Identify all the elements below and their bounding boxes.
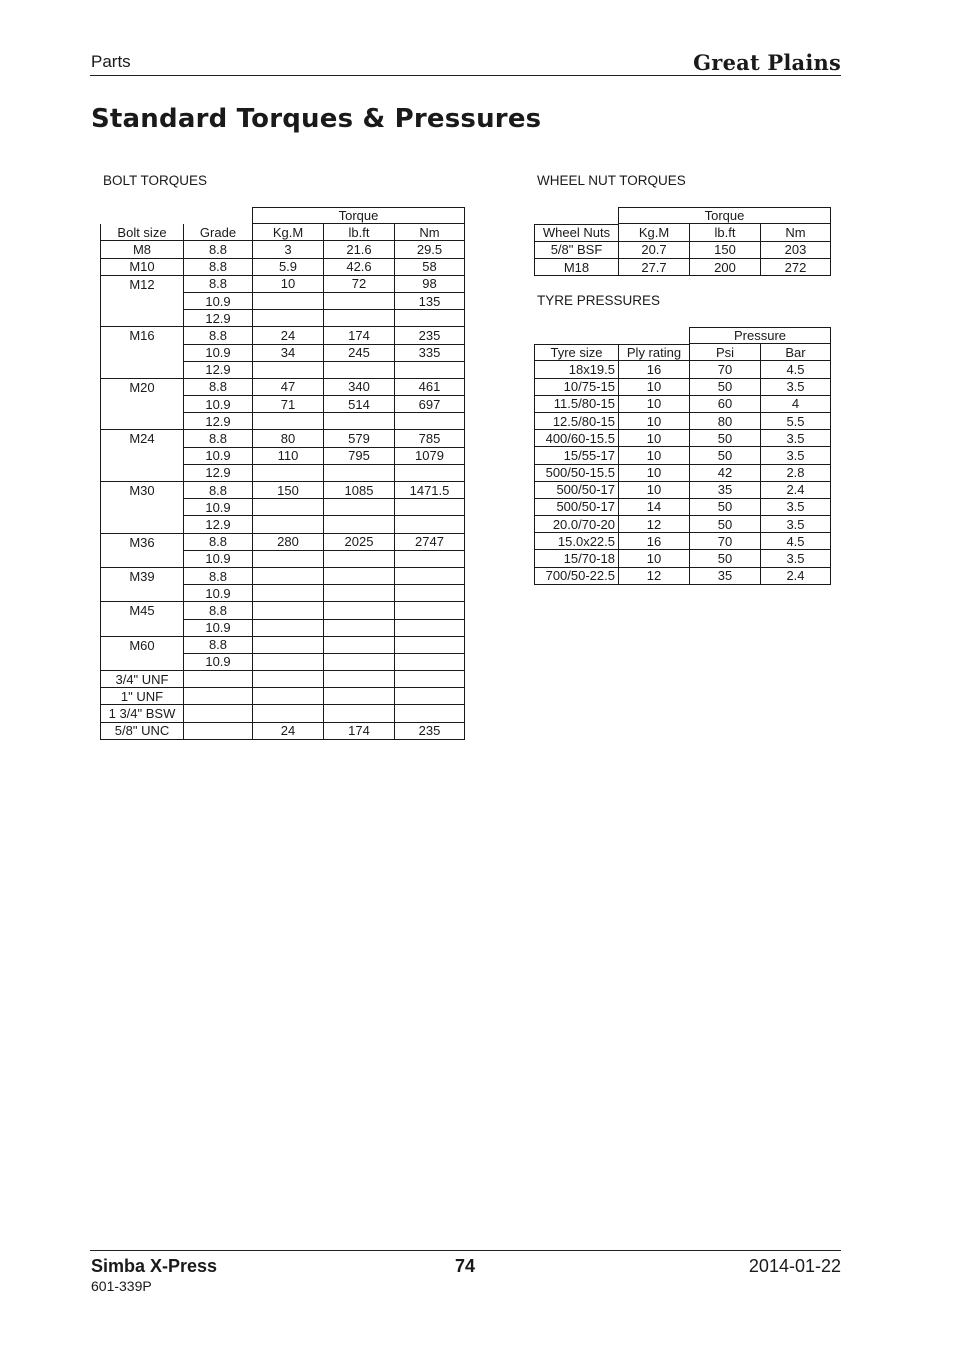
section-label: Parts	[91, 52, 131, 71]
table-cell: 3.5	[760, 499, 831, 516]
table-cell: 2.4	[760, 482, 831, 499]
table-cell	[252, 413, 323, 430]
table-cell	[252, 705, 323, 722]
table-cell: 10	[618, 447, 689, 464]
table-cell: 80	[252, 430, 323, 447]
wheel-nut-torques-table	[534, 207, 902, 276]
table-cell: 50	[689, 516, 760, 533]
table-cell	[252, 654, 323, 671]
header-divider	[90, 75, 841, 76]
table-cell	[323, 551, 394, 568]
bolt-torques-caption: BOLT TORQUES	[103, 173, 208, 188]
table-cell	[252, 465, 323, 482]
table-cell: 697	[394, 396, 465, 413]
wheel-nut-torques-caption: WHEEL NUT TORQUES	[537, 173, 686, 188]
brand-logo: Great Plains	[693, 50, 841, 75]
tyre-pressures-table	[534, 327, 831, 585]
table-cell	[183, 688, 252, 705]
table-cell: 5.5	[760, 413, 831, 430]
table-cell: 50	[689, 550, 760, 567]
table-cell	[394, 310, 465, 327]
table-cell: 50	[689, 379, 760, 396]
table-cell: 20.7	[618, 242, 689, 259]
table-cell: 203	[760, 242, 831, 259]
table-cell: 58	[394, 259, 465, 276]
table-cell	[323, 602, 394, 619]
column-header: Kg.M	[252, 224, 323, 241]
table-cell	[252, 499, 323, 516]
table-cell: 98	[394, 276, 465, 293]
table-cell: 10.9	[183, 448, 252, 465]
table-cell	[323, 362, 394, 379]
table-cell: 71	[252, 396, 323, 413]
table-cell: 24	[252, 723, 323, 740]
page-number: 74	[455, 1256, 476, 1276]
column-header: Bar	[760, 344, 831, 361]
table-cell: 110	[252, 448, 323, 465]
table-cell: 8.8	[183, 241, 252, 258]
bolt-size-cell: M24	[100, 430, 183, 482]
bolt-size-cell: 3/4" UNF	[100, 671, 183, 688]
table-cell: 80	[689, 413, 760, 430]
table-cell: 150	[689, 242, 760, 259]
bolt-torques-table	[100, 207, 465, 740]
table-cell	[394, 516, 465, 533]
bolt-size-cell: M36	[100, 534, 183, 568]
table-cell: 24	[252, 327, 323, 344]
table-cell	[394, 499, 465, 516]
table-cell: 60	[689, 396, 760, 413]
table-cell	[323, 465, 394, 482]
table-cell: 8.8	[183, 430, 252, 447]
page-title: Standard Torques & Pressures	[91, 104, 542, 134]
table-cell: 8.8	[183, 602, 252, 619]
table-cell	[323, 499, 394, 516]
table-cell	[323, 637, 394, 654]
table-cell: 10.9	[183, 499, 252, 516]
bolt-size-cell: M10	[100, 259, 183, 276]
table-cell: 2.8	[760, 465, 831, 482]
table-cell: 12	[618, 516, 689, 533]
bolt-size-cell: 1" UNF	[100, 688, 183, 705]
column-header: lb.ft	[689, 224, 760, 241]
header-spacer	[100, 207, 252, 224]
table-cell	[323, 585, 394, 602]
header-spacer	[534, 327, 689, 344]
table-cell: 3.5	[760, 447, 831, 464]
table-cell: 35	[689, 482, 760, 499]
table-cell: 10	[252, 276, 323, 293]
table-cell	[252, 516, 323, 533]
tyre-size-cell: 500/50-17	[534, 482, 618, 499]
table-cell: 10	[618, 465, 689, 482]
table-cell: 42.6	[323, 259, 394, 276]
bolt-size-cell: M30	[100, 482, 183, 534]
table-cell: 340	[323, 379, 394, 396]
table-cell: 3.5	[760, 516, 831, 533]
table-cell: 150	[252, 482, 323, 499]
table-cell	[394, 362, 465, 379]
table-cell: 3.5	[760, 379, 831, 396]
table-cell: 235	[394, 327, 465, 344]
table-cell	[252, 602, 323, 619]
table-cell: 3.5	[760, 430, 831, 447]
table-cell: 579	[323, 430, 394, 447]
table-cell: 5.9	[252, 259, 323, 276]
table-cell: 135	[394, 293, 465, 310]
header-spacer	[534, 207, 618, 224]
table-cell	[394, 654, 465, 671]
bolt-size-cell: 5/8" UNC	[100, 723, 183, 740]
column-header: Kg.M	[618, 224, 689, 241]
table-cell: 10.9	[183, 396, 252, 413]
column-header: Psi	[689, 344, 760, 361]
table-cell: 4.5	[760, 361, 831, 378]
table-cell: 10	[618, 550, 689, 567]
column-header: Grade	[183, 224, 252, 241]
table-cell: 4	[760, 396, 831, 413]
table-cell	[394, 602, 465, 619]
column-header: Tyre size	[534, 344, 618, 361]
tyre-size-cell: 18x19.5	[534, 361, 618, 378]
table-cell	[394, 620, 465, 637]
table-cell: 461	[394, 379, 465, 396]
table-cell: 785	[394, 430, 465, 447]
tyre-size-cell: 400/60-15.5	[534, 430, 618, 447]
table-cell	[394, 568, 465, 585]
table-cell: 8.8	[183, 637, 252, 654]
table-cell	[252, 637, 323, 654]
column-header: Bolt size	[100, 224, 183, 241]
table-cell	[323, 671, 394, 688]
table-cell: 10.9	[183, 654, 252, 671]
table-cell	[394, 551, 465, 568]
bolt-size-cell: M20	[100, 379, 183, 431]
table-cell: 8.8	[183, 276, 252, 293]
table-cell	[394, 585, 465, 602]
table-cell	[323, 705, 394, 722]
table-cell	[394, 413, 465, 430]
table-cell: 16	[618, 533, 689, 550]
table-cell: 10.9	[183, 620, 252, 637]
table-cell	[323, 654, 394, 671]
table-cell	[323, 688, 394, 705]
table-cell: 235	[394, 723, 465, 740]
table-cell: 5/8" BSF	[534, 242, 618, 259]
table-cell: 174	[323, 723, 394, 740]
document-code: 601-339P	[91, 1278, 152, 1294]
table-cell	[252, 310, 323, 327]
table-cell: 10	[618, 379, 689, 396]
bolt-size-cell: 1 3/4" BSW	[100, 705, 183, 722]
table-cell: 10	[618, 396, 689, 413]
table-cell: 10.9	[183, 551, 252, 568]
table-cell	[252, 585, 323, 602]
table-cell: 12.9	[183, 465, 252, 482]
table-cell: 12.9	[183, 310, 252, 327]
column-header: Nm	[394, 224, 465, 241]
tyre-size-cell: 500/50-17	[534, 499, 618, 516]
table-cell: 10	[618, 413, 689, 430]
column-header: Wheel Nuts	[534, 224, 618, 241]
table-cell: 21.6	[323, 241, 394, 258]
table-cell: 10.9	[183, 585, 252, 602]
table-cell	[323, 310, 394, 327]
table-cell: 1471.5	[394, 482, 465, 499]
table-cell	[183, 723, 252, 740]
bolt-size-cell: M60	[100, 637, 183, 671]
table-cell: 14	[618, 499, 689, 516]
tyre-pressures-caption: TYRE PRESSURES	[537, 293, 661, 308]
table-cell: 514	[323, 396, 394, 413]
table-cell: 1085	[323, 482, 394, 499]
table-cell: 10	[618, 430, 689, 447]
table-cell: 42	[689, 465, 760, 482]
table-cell: 35	[689, 568, 760, 585]
table-cell: 50	[689, 499, 760, 516]
column-header: Nm	[760, 224, 831, 241]
column-header: Ply rating	[618, 344, 689, 361]
tyre-size-cell: 700/50-22.5	[534, 568, 618, 585]
table-cell	[183, 671, 252, 688]
table-cell: 10.9	[183, 293, 252, 310]
table-cell: 3.5	[760, 550, 831, 567]
tyre-size-cell: 15.0x22.5	[534, 533, 618, 550]
table-cell	[323, 568, 394, 585]
table-cell: 1079	[394, 448, 465, 465]
table-cell: 2025	[323, 534, 394, 551]
table-cell: 8.8	[183, 568, 252, 585]
table-cell	[394, 688, 465, 705]
table-cell: 50	[689, 430, 760, 447]
table-cell: 174	[323, 327, 394, 344]
table-cell: 12.9	[183, 362, 252, 379]
torque-group-header: Torque	[618, 207, 831, 224]
table-cell: 12.9	[183, 413, 252, 430]
table-cell	[394, 465, 465, 482]
document-date: 2014-01-22	[748, 1256, 841, 1276]
table-cell: 27.7	[618, 259, 689, 276]
bolt-size-cell: M8	[100, 241, 183, 258]
table-cell	[323, 293, 394, 310]
table-cell	[252, 688, 323, 705]
table-cell: 8.8	[183, 327, 252, 344]
bolt-size-cell: M39	[100, 568, 183, 602]
table-cell: 72	[323, 276, 394, 293]
pressure-group-header: Pressure	[689, 327, 831, 344]
table-cell	[252, 362, 323, 379]
tyre-size-cell: 10/75-15	[534, 379, 618, 396]
table-cell: 29.5	[394, 241, 465, 258]
tyre-size-cell: 12.5/80-15	[534, 413, 618, 430]
table-cell: 10	[618, 482, 689, 499]
table-cell: 280	[252, 534, 323, 551]
table-cell: 272	[760, 259, 831, 276]
table-cell	[183, 705, 252, 722]
table-cell	[323, 413, 394, 430]
bolt-size-cell: M45	[100, 602, 183, 636]
table-cell: 47	[252, 379, 323, 396]
table-cell: 50	[689, 447, 760, 464]
torque-group-header: Torque	[252, 207, 465, 224]
table-cell: 200	[689, 259, 760, 276]
product-name: Simba X-Press	[91, 1256, 218, 1276]
table-cell	[323, 620, 394, 637]
tyre-size-cell: 15/55-17	[534, 447, 618, 464]
table-cell: 2.4	[760, 568, 831, 585]
tyre-size-cell: 500/50-15.5	[534, 465, 618, 482]
column-header: lb.ft	[323, 224, 394, 241]
table-cell	[394, 705, 465, 722]
footer-divider	[90, 1250, 841, 1251]
tyre-size-cell: 20.0/70-20	[534, 516, 618, 533]
table-cell	[252, 671, 323, 688]
tyre-size-cell: 15/70-18	[534, 550, 618, 567]
table-cell: 3	[252, 241, 323, 258]
table-cell	[394, 671, 465, 688]
table-cell: 70	[689, 533, 760, 550]
table-cell: 34	[252, 345, 323, 362]
bolt-size-cell: M16	[100, 327, 183, 379]
bolt-size-cell: M12	[100, 276, 183, 328]
table-cell	[394, 637, 465, 654]
table-cell	[252, 293, 323, 310]
table-cell	[323, 516, 394, 533]
table-cell: 8.8	[183, 259, 252, 276]
table-cell	[252, 568, 323, 585]
table-cell	[252, 551, 323, 568]
table-cell: 16	[618, 361, 689, 378]
table-cell: 8.8	[183, 482, 252, 499]
table-cell: 10.9	[183, 345, 252, 362]
table-cell: 12	[618, 568, 689, 585]
table-cell: 4.5	[760, 533, 831, 550]
table-cell: 245	[323, 345, 394, 362]
table-cell: 8.8	[183, 379, 252, 396]
table-cell: M18	[534, 259, 618, 276]
tyre-size-cell: 11.5/80-15	[534, 396, 618, 413]
table-cell	[252, 620, 323, 637]
table-cell: 70	[689, 361, 760, 378]
table-cell: 12.9	[183, 516, 252, 533]
table-cell: 795	[323, 448, 394, 465]
table-cell: 8.8	[183, 534, 252, 551]
table-cell: 2747	[394, 534, 465, 551]
table-cell: 335	[394, 345, 465, 362]
